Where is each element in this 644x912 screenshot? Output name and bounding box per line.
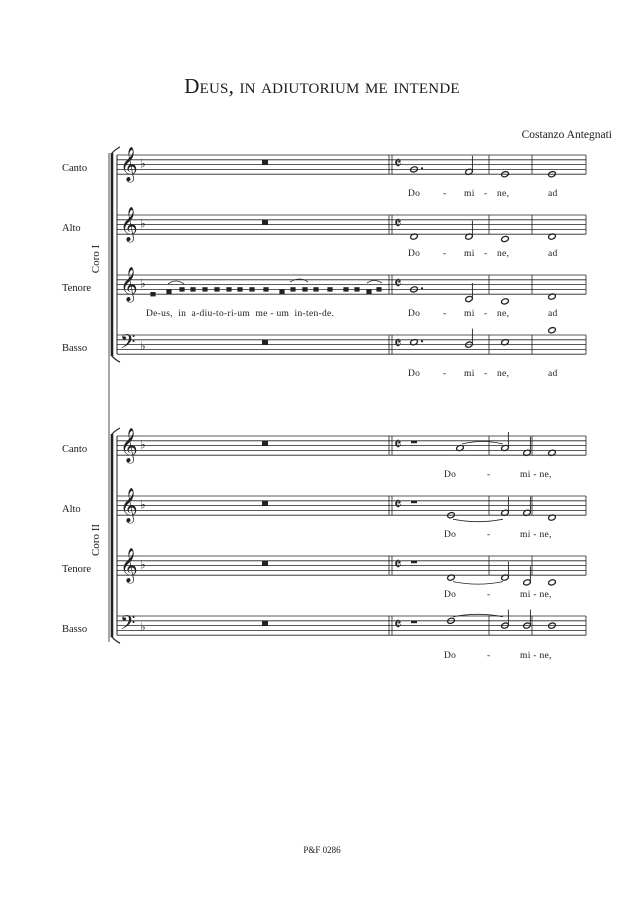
tenore-chant-lyric: De-us, in a-diu-to-ri-um me - um in-ten-de. bbox=[146, 309, 335, 319]
lyric-syllable: - bbox=[487, 470, 491, 480]
whole-rest bbox=[411, 621, 417, 623]
breve-rest bbox=[262, 160, 268, 165]
bracket-hook bbox=[112, 356, 120, 362]
voice-label-canto-2: Canto bbox=[62, 444, 88, 455]
flat-icon: ♭ bbox=[140, 156, 146, 171]
lyric-syllable: - bbox=[443, 369, 447, 379]
whole-note bbox=[501, 235, 509, 242]
lyric-syllable: Do bbox=[408, 309, 421, 319]
lyric-syllable: - bbox=[487, 590, 491, 600]
lyric-syllable: - bbox=[484, 369, 488, 379]
lyric-syllable: Do bbox=[444, 651, 457, 661]
voice-label-tenore-2: Tenore bbox=[62, 564, 91, 575]
treble-clef-icon: 𝄞 bbox=[120, 207, 138, 242]
catalog-number: P&F 0286 bbox=[303, 845, 341, 855]
half-note bbox=[501, 497, 509, 517]
choir-label-coro-1: Coro I bbox=[90, 244, 102, 274]
treble-clef-icon: 𝄞 bbox=[120, 428, 138, 463]
cut-time-icon: 𝄵 bbox=[394, 495, 402, 515]
half-note bbox=[523, 566, 531, 586]
flat-icon: ♭ bbox=[140, 437, 146, 452]
flat-icon: ♭ bbox=[140, 276, 146, 291]
flat-icon: ♭ bbox=[140, 216, 146, 231]
chant-note bbox=[263, 287, 268, 291]
slur bbox=[367, 281, 382, 284]
composer-name: Costanzo Antegnati bbox=[521, 129, 612, 141]
treble-clef-icon: 𝄞 bbox=[120, 488, 138, 523]
chant-note bbox=[290, 287, 295, 291]
half-note bbox=[501, 610, 509, 630]
chant-note bbox=[150, 292, 155, 296]
voice-label-alto-1: Alto bbox=[62, 223, 81, 234]
lyric-syllable: mi - ne, bbox=[520, 470, 552, 480]
voice-label-tenore-1: Tenore bbox=[62, 283, 91, 294]
lyric-syllable: mi - ne, bbox=[520, 651, 552, 661]
half-note bbox=[501, 562, 509, 582]
breve-rest bbox=[262, 561, 268, 566]
lyric-syllable: ad bbox=[548, 309, 558, 319]
chant-note bbox=[202, 287, 207, 291]
whole-note bbox=[548, 327, 556, 334]
lyric-syllable: Do bbox=[408, 249, 421, 259]
chant-note bbox=[226, 287, 231, 291]
cut-time-icon: 𝄵 bbox=[394, 615, 402, 635]
cut-time-icon: 𝄵 bbox=[394, 274, 402, 294]
breve-rest bbox=[262, 340, 268, 345]
whole-rest bbox=[411, 501, 417, 503]
tie bbox=[453, 614, 503, 617]
chant-note bbox=[179, 287, 184, 291]
chant-note bbox=[190, 287, 195, 291]
flat-icon: ♭ bbox=[140, 557, 146, 572]
lyric-syllable: ne, bbox=[497, 189, 510, 199]
cut-time-icon: 𝄵 bbox=[394, 154, 402, 174]
chant-note bbox=[354, 287, 359, 291]
page-title: Deus, in adiutorium me intende bbox=[184, 74, 460, 98]
lyric-syllable: mi bbox=[464, 249, 475, 259]
lyric-syllable: mi bbox=[464, 369, 475, 379]
lyric-syllable: - bbox=[484, 249, 488, 259]
chant-note bbox=[237, 287, 242, 291]
half-note bbox=[465, 221, 473, 241]
half-note bbox=[523, 610, 531, 630]
voice-label-alto-2: Alto bbox=[62, 504, 81, 515]
lyric-syllable: ad bbox=[548, 189, 558, 199]
chant-note bbox=[343, 287, 348, 291]
voice-label-basso-2: Basso bbox=[62, 624, 88, 635]
lyric-syllable: Do bbox=[444, 470, 457, 480]
lyric-syllable: Do bbox=[444, 590, 457, 600]
chant-note bbox=[313, 287, 318, 291]
half-note bbox=[523, 497, 531, 517]
lyric-syllable: - bbox=[487, 651, 491, 661]
chant-note bbox=[249, 287, 254, 291]
flat-icon: ♭ bbox=[140, 620, 146, 634]
breve-rest bbox=[262, 501, 268, 506]
breve-rest bbox=[262, 441, 268, 446]
half-note bbox=[523, 437, 531, 457]
lyric-syllable: ne, bbox=[497, 369, 510, 379]
chant-note bbox=[214, 287, 219, 291]
voice-label-canto-1: Canto bbox=[62, 163, 88, 174]
lyric-syllable: ne, bbox=[497, 249, 510, 259]
flat-icon: ♭ bbox=[140, 497, 146, 512]
half-note bbox=[465, 283, 473, 303]
chant-note bbox=[166, 290, 171, 294]
tie bbox=[453, 582, 503, 585]
cut-time-icon: 𝄵 bbox=[394, 334, 402, 354]
whole-note bbox=[501, 298, 509, 305]
chant-note bbox=[279, 290, 284, 294]
chant-note bbox=[366, 290, 371, 294]
cut-time-icon: 𝄵 bbox=[394, 435, 402, 455]
tie bbox=[453, 519, 503, 522]
bass-clef-icon: 𝄢 bbox=[120, 611, 136, 639]
lyric-syllable: mi bbox=[464, 309, 475, 319]
cut-time-icon: 𝄵 bbox=[394, 555, 402, 575]
half-note bbox=[465, 156, 473, 176]
treble-clef-icon: 𝄞 bbox=[120, 267, 138, 302]
lyric-syllable: - bbox=[443, 249, 447, 259]
lyric-syllable: ad bbox=[548, 369, 558, 379]
lyric-syllable: - bbox=[484, 309, 488, 319]
half-note bbox=[465, 329, 473, 349]
bracket-hook bbox=[112, 428, 120, 434]
slur bbox=[168, 281, 184, 284]
lyric-syllable: - bbox=[443, 309, 447, 319]
lyric-syllable: mi - ne, bbox=[520, 530, 552, 540]
bracket-hook bbox=[112, 147, 120, 153]
flat-icon: ♭ bbox=[140, 339, 146, 353]
lyric-syllable: Do bbox=[408, 189, 421, 199]
lyric-syllable: - bbox=[443, 189, 447, 199]
lyric-syllable: - bbox=[487, 530, 491, 540]
lyric-syllable: - bbox=[484, 189, 488, 199]
treble-clef-icon: 𝄞 bbox=[120, 147, 138, 182]
breve-rest bbox=[262, 621, 268, 626]
lyric-syllable: ad bbox=[548, 249, 558, 259]
lyric-syllable: ne, bbox=[497, 309, 510, 319]
chant-note bbox=[327, 287, 332, 291]
lyric-syllable: mi bbox=[464, 189, 475, 199]
chant-note bbox=[302, 287, 307, 291]
treble-clef-icon: 𝄞 bbox=[120, 548, 138, 583]
bracket-hook bbox=[112, 637, 120, 643]
lyric-syllable: mi - ne, bbox=[520, 590, 552, 600]
choir-label-coro-2: Coro II bbox=[90, 523, 102, 557]
lyric-syllable: Do bbox=[408, 369, 421, 379]
bass-clef-icon: 𝄢 bbox=[120, 330, 136, 358]
whole-rest bbox=[411, 441, 417, 443]
chant-note bbox=[376, 287, 381, 291]
breve-rest bbox=[262, 220, 268, 225]
whole-rest bbox=[411, 561, 417, 563]
lyric-syllable: Do bbox=[444, 530, 457, 540]
cut-time-icon: 𝄵 bbox=[394, 214, 402, 234]
tie bbox=[462, 442, 503, 445]
whole-note bbox=[548, 579, 556, 586]
voice-label-basso-1: Basso bbox=[62, 343, 88, 354]
half-note bbox=[501, 432, 509, 452]
